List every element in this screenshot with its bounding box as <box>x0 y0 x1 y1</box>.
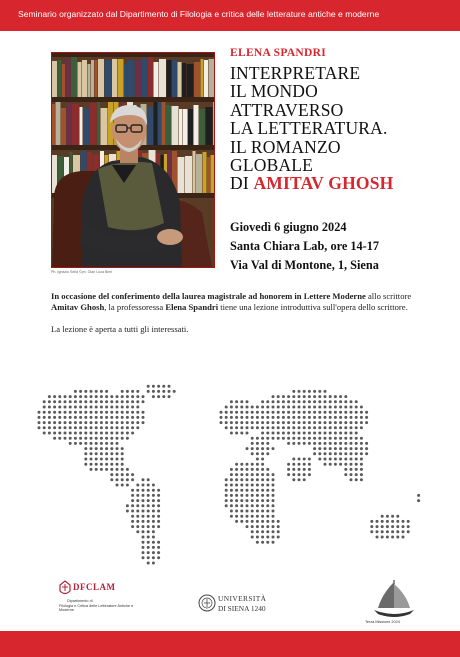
title-line: IL MONDO <box>230 81 318 102</box>
photo-credit: Ph. Ignazio Sella ©ph. Gian Luca Bieri <box>51 270 113 274</box>
top-banner <box>0 0 460 31</box>
title-line-last <box>230 174 450 192</box>
title-line: ATTRAVERSO <box>230 99 344 120</box>
dotted-world-map <box>10 378 450 578</box>
title-line: LA LETTERATURA. <box>230 118 388 139</box>
siena-seal-icon <box>198 593 216 613</box>
title-line: IL ROMANZO <box>230 136 341 157</box>
title-prefix: DI <box>230 173 254 194</box>
description-bold: Amitav Ghosh <box>51 302 105 313</box>
dfclam-caption-line: Filologia e Critica delle Letterature Antiche e Moderne <box>59 603 134 613</box>
event-address: Via Val di Montone, 1, Siena <box>230 258 379 272</box>
university-of-siena-logo <box>198 593 268 617</box>
title-line: INTERPRETARE <box>230 63 361 83</box>
bottom-banner <box>0 631 460 657</box>
dfclam-caption <box>59 599 139 613</box>
title-highlight-name: AMITAV GHOSH <box>253 173 394 194</box>
university-wordmark: UNIVERSITÀ <box>218 594 267 603</box>
event-date: Giovedì 6 giugno 2024 <box>230 220 347 234</box>
open-to-all-paragraph: La lezione è aperta a tutti gli interessati. <box>51 323 189 334</box>
event-details <box>230 218 455 275</box>
event-venue: Santa Chiara Lab, ore 14-17 <box>230 239 380 253</box>
seminar-title <box>230 64 450 193</box>
title-line: GLOBALE <box>230 155 314 176</box>
description-text: allo scrittore <box>365 291 412 301</box>
dfclam-emblem-icon <box>59 580 71 596</box>
author-photo <box>51 52 215 268</box>
description-paragraph <box>51 291 416 314</box>
dfclam-wordmark: DFCLAM <box>73 582 116 592</box>
description <box>51 291 416 335</box>
bookshelf-portrait-image <box>52 53 214 267</box>
description-bold: Elena Spandri <box>165 302 219 313</box>
dfclam-caption-line: Dipartimento di <box>67 599 93 603</box>
author-name: ELENA SPANDRI <box>230 47 327 59</box>
terza-missione-logo-icon <box>372 578 416 618</box>
seminar-organizer-text: Seminario organizzato dal Dipartimento di Filologia e critica delle letterature antiche e moderne <box>18 9 380 19</box>
terza-missione-caption: Terza Missione 2024 <box>365 620 400 624</box>
university-wordmark-city: DI SIENA 1240 <box>218 604 266 613</box>
description-text: , la professoressa <box>104 302 166 313</box>
description-bold: In occasione del conferimento della laurea magistrale ad honorem in Lettere Moderne <box>51 291 366 301</box>
description-text: tiene una lezione introduttiva sull'opera dello scrittore. <box>218 302 408 313</box>
